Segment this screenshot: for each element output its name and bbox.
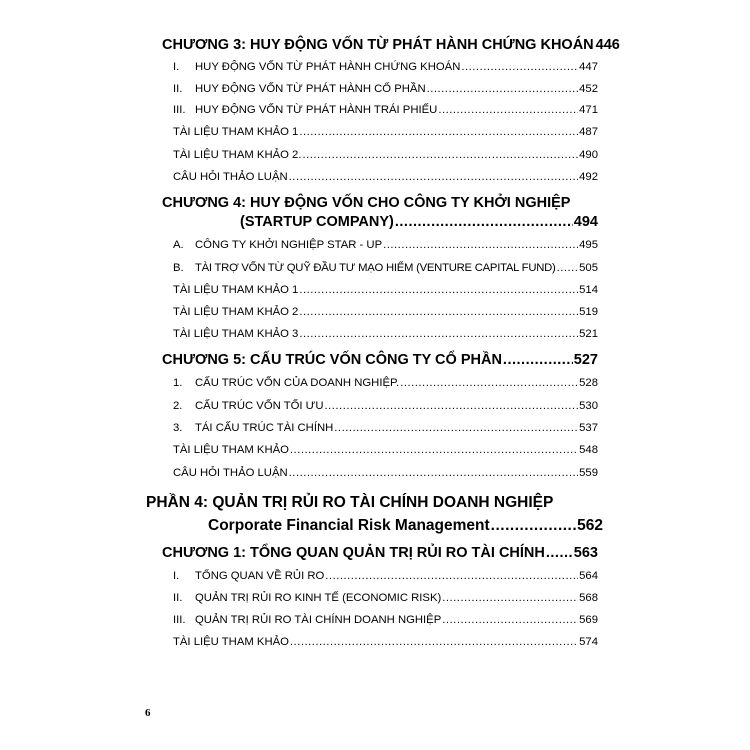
toc-entry-title: TÀI LIỆU THAM KHẢO 1 bbox=[173, 284, 299, 296]
toc-entry-subtitle: Corporate Financial Risk Management bbox=[208, 517, 490, 534]
toc-entry-title: CẤU TRÚC VỐN TỐI ƯU bbox=[195, 400, 324, 412]
leader-dots bbox=[491, 517, 576, 535]
leader-dots bbox=[557, 262, 579, 274]
toc-entry-title: CHƯƠNG 5: CẤU TRÚC VỐN CÔNG TY CỔ PHẦN bbox=[162, 352, 502, 368]
toc-entry bbox=[173, 306, 598, 318]
leader-dots bbox=[299, 328, 578, 340]
leader-dots bbox=[289, 467, 578, 479]
toc-entry-page: 528 bbox=[579, 377, 598, 389]
leader-dots bbox=[395, 214, 573, 230]
leader-dots bbox=[461, 61, 578, 73]
toc-entry-part-4 bbox=[208, 517, 603, 535]
toc-entry-page: 487 bbox=[579, 126, 598, 138]
toc-entry bbox=[173, 262, 598, 274]
toc-entry-page: 490 bbox=[579, 149, 598, 161]
toc-entry-title: TÀI LIỆU THAM KHẢO 2 bbox=[173, 306, 299, 318]
leader-dots bbox=[325, 570, 578, 582]
toc-entry-page: 562 bbox=[577, 517, 603, 534]
toc-entry-page: 527 bbox=[573, 352, 598, 368]
toc-entry-title: CHƯƠNG 1: TỔNG QUAN QUẢN TRỊ RỦI RO TÀI CHÍNH bbox=[162, 545, 545, 561]
toc-entry-title: CÂU HỎI THẢO LUẬN bbox=[173, 171, 288, 183]
toc-entry bbox=[173, 284, 598, 296]
leader-dots bbox=[546, 545, 573, 561]
leader-dots bbox=[299, 306, 578, 318]
toc-entry-page: 559 bbox=[579, 467, 598, 479]
toc-entry-title: TÀI LIỆU THAM KHẢO 3 bbox=[173, 328, 299, 340]
toc-entry-number: 1. bbox=[173, 377, 183, 389]
leader-dots bbox=[299, 284, 578, 296]
toc-entry-number: I. bbox=[173, 570, 180, 582]
page-number: 6 bbox=[145, 707, 151, 719]
toc-entry-page: 564 bbox=[579, 570, 598, 582]
toc-entry-page: 505 bbox=[579, 262, 598, 274]
toc-entry-page: 521 bbox=[579, 328, 598, 340]
toc-entry-page: 447 bbox=[579, 61, 598, 73]
toc-entry-title: QUẢN TRỊ RỦI RO TÀI CHÍNH DOANH NGHIỆP bbox=[195, 614, 442, 626]
toc-entry-number: II. bbox=[173, 83, 183, 95]
toc-entry-title: HUY ĐỘNG VỐN TỪ PHÁT HÀNH CHỨNG KHOÁN bbox=[195, 61, 461, 73]
toc-entry-number: B. bbox=[173, 262, 184, 274]
toc-entry-number: 2. bbox=[173, 400, 183, 412]
toc-entry-title: QUẢN TRỊ RỦI RO KINH TẾ (ECONOMIC RISK) bbox=[195, 592, 442, 604]
toc-entry-page: 569 bbox=[579, 614, 598, 626]
toc-entry bbox=[173, 444, 598, 456]
toc-entry-chapter-5 bbox=[162, 352, 598, 368]
toc-entry-part4-chapter-1 bbox=[162, 545, 598, 561]
toc-entry-chapter-4 bbox=[240, 214, 598, 230]
leader-dots bbox=[334, 422, 578, 434]
toc-entry-number: III. bbox=[173, 104, 186, 116]
toc-entry-part-4-title: PHẦN 4: QUẢN TRỊ RỦI RO TÀI CHÍNH DOANH NGHIỆP bbox=[146, 494, 554, 511]
toc-entry bbox=[173, 126, 598, 138]
toc-entry-page: 492 bbox=[579, 171, 598, 183]
leader-dots bbox=[302, 149, 578, 161]
toc-entry-chapter-3 bbox=[162, 37, 620, 53]
toc-entry-page: 519 bbox=[579, 306, 598, 318]
toc-entry-title: CẤU TRÚC VỐN CỦA DOANH NGHIỆP. bbox=[195, 377, 400, 389]
toc-entry-page: 514 bbox=[579, 284, 598, 296]
leader-dots bbox=[289, 171, 578, 183]
toc-entry bbox=[173, 239, 598, 251]
toc-entry-page: 452 bbox=[579, 83, 598, 95]
toc-entry bbox=[173, 104, 598, 116]
toc-entry bbox=[173, 570, 598, 582]
toc-entry bbox=[173, 328, 598, 340]
toc-entry bbox=[173, 467, 598, 479]
toc-entry-title: CÔNG TY KHỞI NGHIỆP STAR - UP bbox=[195, 239, 383, 251]
leader-dots bbox=[290, 444, 578, 456]
leader-dots bbox=[442, 592, 578, 604]
toc-entry bbox=[173, 422, 598, 434]
toc-entry-title: TỔNG QUAN VỀ RỦI RO bbox=[195, 570, 325, 582]
leader-dots bbox=[290, 636, 578, 648]
toc-entry-number: 3. bbox=[173, 422, 183, 434]
toc-entry-page: 530 bbox=[579, 400, 598, 412]
toc-entry-number: III. bbox=[173, 614, 186, 626]
toc-entry-page: 495 bbox=[579, 239, 598, 251]
leader-dots bbox=[427, 83, 579, 95]
toc-entry-title: TÀI LIỆU THAM KHẢO bbox=[173, 444, 289, 456]
toc-entry-title: TÀI LIỆU THAM KHẢO 1 bbox=[173, 126, 299, 138]
toc-entry-page: 548 bbox=[579, 444, 598, 456]
toc-entry-title: TÀI TRỢ VỐN TỪ QUỸ ĐẦU TƯ MẠO HIỂM (VENTURE CAPITAL FUND) bbox=[195, 262, 556, 274]
toc-entry bbox=[173, 614, 598, 626]
toc-entry-title: HUY ĐỘNG VỐN TỪ PHÁT HÀNH CỔ PHẦN bbox=[195, 83, 426, 95]
toc-entry-chapter-4-title: CHƯƠNG 4: HUY ĐỘNG VỐN CHO CÔNG TY KHỞI NGHIỆP bbox=[162, 195, 571, 211]
toc-entry-title: TÁI CẤU TRÚC TÀI CHÍNH bbox=[195, 422, 334, 434]
toc-entry-page: 537 bbox=[579, 422, 598, 434]
leader-dots bbox=[442, 614, 578, 626]
toc-entry-page: 446 bbox=[595, 37, 620, 53]
toc-entry-number: II. bbox=[173, 592, 183, 604]
leader-dots bbox=[299, 126, 578, 138]
toc-entry-title: CÂU HỎI THẢO LUẬN bbox=[173, 467, 288, 479]
leader-dots bbox=[503, 352, 573, 368]
toc-entry bbox=[173, 377, 598, 389]
toc-entry-page: 471 bbox=[579, 104, 598, 116]
toc-entry bbox=[173, 636, 598, 648]
leader-dots bbox=[383, 239, 578, 251]
toc-entry-page: 568 bbox=[579, 592, 598, 604]
toc-entry bbox=[173, 61, 598, 73]
toc-entry-number: A. bbox=[173, 239, 184, 251]
leader-dots bbox=[438, 104, 578, 116]
toc-entry-page: 574 bbox=[579, 636, 598, 648]
toc-entry bbox=[173, 592, 598, 604]
toc-entry-title: CHƯƠNG 3: HUY ĐỘNG VỐN TỪ PHÁT HÀNH CHỨNG KHOÁN bbox=[162, 37, 594, 53]
leader-dots bbox=[400, 377, 578, 389]
toc-entry-page: 494 bbox=[573, 214, 598, 230]
toc-entry bbox=[173, 171, 598, 183]
toc-entry-page: 563 bbox=[573, 545, 598, 561]
toc-entry-number: I. bbox=[173, 61, 180, 73]
leader-dots bbox=[325, 400, 579, 412]
toc-entry-title: HUY ĐỘNG VỐN TỪ PHÁT HÀNH TRÁI PHIẾU bbox=[195, 104, 438, 116]
toc-entry bbox=[173, 83, 598, 95]
toc-entry bbox=[173, 149, 598, 161]
toc-entry-title: TÀI LIỆU THAM KHẢO 2. bbox=[173, 149, 302, 161]
toc-entry-title: (STARTUP COMPANY) bbox=[240, 214, 394, 230]
toc-entry bbox=[173, 400, 598, 412]
toc-entry-title: TÀI LIỆU THAM KHẢO bbox=[173, 636, 289, 648]
